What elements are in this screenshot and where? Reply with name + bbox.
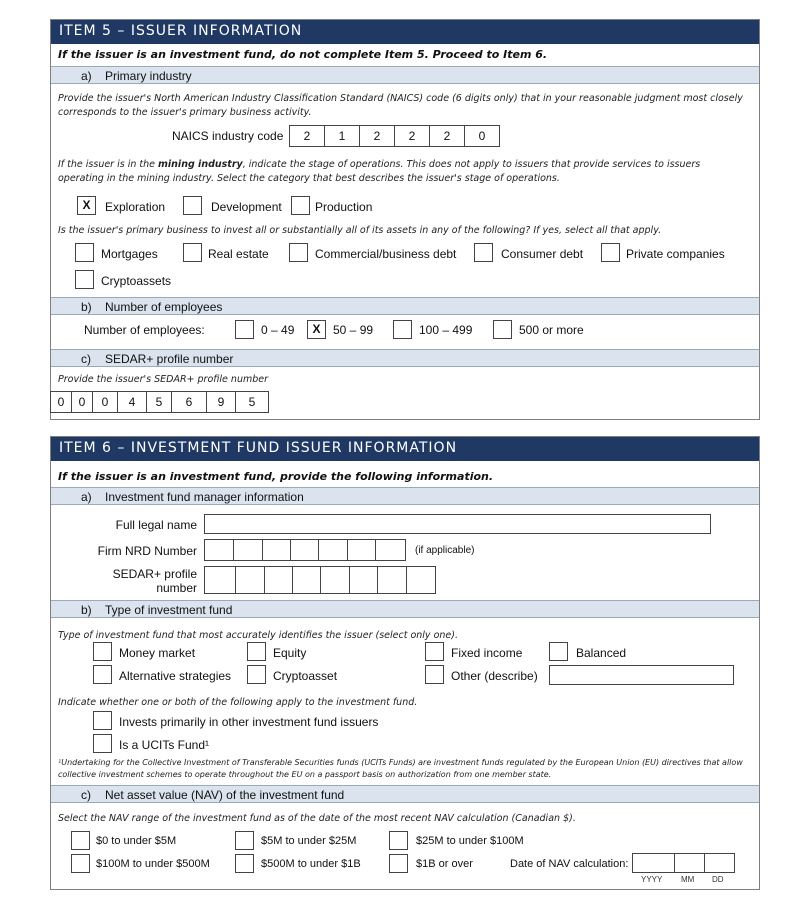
ucits-fund-label: Is a UCITs Fund¹ (119, 738, 210, 752)
naics-note: Provide the issuer's North American Industry Classification Standard (NAICS) code (6 digits only) that in your reasonable judgment most closely corresponds to the issuer's primary business activity. (58, 93, 743, 118)
item6-a-letter: a) (81, 490, 92, 504)
firm-nrd-label: Firm NRD Number (97, 544, 197, 558)
cryptoassets-checkbox[interactable] (75, 270, 94, 289)
mortgages-label: Mortgages (101, 247, 158, 261)
consumer-debt-label: Consumer debt (501, 247, 584, 261)
sedar-digit[interactable]: 6 (171, 391, 207, 413)
cryptoassets-label: Cryptoassets (101, 274, 172, 288)
nav-date-mm: MM (681, 875, 695, 884)
nav-500m-1b-checkbox[interactable] (235, 854, 254, 873)
money-market-label: Money market (119, 646, 196, 660)
sedar-digit[interactable]: 5 (146, 391, 172, 413)
other-describe-input[interactable] (549, 665, 734, 685)
item5-b-bar (51, 297, 759, 315)
item6-b-title: Type of investment fund (105, 603, 233, 617)
nav-date-label: Date of NAV calculation: (510, 858, 629, 870)
nav-date-year-input[interactable] (632, 853, 675, 873)
full-legal-name-input[interactable] (204, 514, 711, 534)
nav-25m-100m-label: $25M to under $100M (416, 835, 524, 847)
sedar-digit[interactable]: 4 (117, 391, 147, 413)
firm-nrd-cell[interactable] (233, 539, 263, 561)
production-label: Production (315, 200, 373, 214)
sedar-profile-cell[interactable] (204, 566, 236, 594)
item6-header: ITEM 6 – INVESTMENT FUND ISSUER INFORMATION (51, 437, 759, 461)
sedar-profile-label-line2: number (156, 581, 197, 595)
assets-note: Is the issuer's primary business to invest all or substantially all of its assets in any of the following? If yes, select all that apply. (58, 225, 662, 236)
employees-100-499-checkbox[interactable] (393, 320, 412, 339)
nav-500m-1b-label: $500M to under $1B (261, 858, 361, 870)
sedar-digit[interactable]: 0 (71, 391, 93, 413)
sedar-profile-cell[interactable] (235, 566, 265, 594)
employees-50-99-label: 50 – 99 (333, 323, 374, 337)
nav-100m-500m-label: $100M to under $500M (96, 858, 210, 870)
firm-nrd-cell[interactable] (262, 539, 291, 561)
mining-note-bold: mining industry (158, 159, 243, 170)
firm-nrd-cell[interactable] (290, 539, 319, 561)
item6-b-bar (51, 600, 759, 618)
fixed-income-checkbox[interactable] (425, 642, 444, 661)
item6-a-title: Investment fund manager information (105, 490, 304, 504)
employees-0-49-checkbox[interactable] (235, 320, 254, 339)
firm-nrd-cell[interactable] (375, 539, 406, 561)
mining-note-post: , indicate the stage of operations. This does not apply to issuers that provide services to issuers operating in the mining industry. Select the category that best describes the issuer's stage of operations. (58, 159, 701, 184)
firm-nrd-cell[interactable] (347, 539, 376, 561)
sedar-profile-cell[interactable] (264, 566, 293, 594)
sedar-profile-cell[interactable] (377, 566, 407, 594)
firm-nrd-cell[interactable] (204, 539, 234, 561)
equity-label: Equity (273, 646, 307, 660)
item5-c-title: SEDAR+ profile number (105, 352, 234, 366)
nav-date-month-input[interactable] (674, 853, 705, 873)
employees-50-99-checkbox[interactable]: X (307, 320, 326, 339)
private-companies-checkbox[interactable] (601, 243, 620, 262)
sedar-profile-cell[interactable] (349, 566, 378, 594)
sedar-profile-label-line1: SEDAR+ profile (112, 567, 197, 581)
naics-digit[interactable]: 1 (324, 125, 360, 147)
naics-digit[interactable]: 0 (464, 125, 500, 147)
other-label: Other (describe) (451, 669, 538, 683)
sedar-profile-boxes[interactable] (204, 566, 436, 594)
ucits-fund-checkbox[interactable] (93, 734, 112, 753)
item6-c-letter: c) (81, 788, 91, 802)
sedar-profile-cell[interactable] (320, 566, 350, 594)
nav-date-boxes[interactable] (632, 853, 735, 873)
item5-c-bar (51, 349, 759, 367)
naics-label: NAICS industry code (172, 129, 284, 143)
naics-digit[interactable]: 2 (359, 125, 395, 147)
cryptoasset-label: Cryptoasset (273, 669, 338, 683)
item5-a-bar (51, 66, 759, 84)
private-companies-label: Private companies (626, 247, 725, 261)
employees-500-plus-checkbox[interactable] (493, 320, 512, 339)
cryptoasset-checkbox[interactable] (247, 665, 266, 684)
nav-date-day-input[interactable] (704, 853, 735, 873)
development-label: Development (211, 200, 282, 214)
nav-0-5m-label: $0 to under $5M (96, 835, 177, 847)
development-checkbox[interactable] (183, 196, 202, 215)
employees-100-499-label: 100 – 499 (419, 323, 473, 337)
item5-section (50, 19, 760, 420)
employees-500-plus-label: 500 or more (519, 323, 584, 337)
nav-25m-100m-checkbox[interactable] (389, 831, 408, 850)
fund-type-note: Type of investment fund that most accurately identifies the issuer (select only one). (58, 630, 458, 641)
nav-date-yyyy: YYYY (641, 875, 663, 884)
sedar-note: Provide the issuer's SEDAR+ profile number (58, 374, 268, 385)
employees-label: Number of employees: (84, 323, 205, 337)
mortgages-checkbox[interactable] (75, 243, 94, 262)
invests-in-funds-checkbox[interactable] (93, 711, 112, 730)
item5-a-letter: a) (81, 69, 92, 83)
nav-0-5m-checkbox[interactable] (71, 831, 90, 850)
consumer-debt-checkbox[interactable] (474, 243, 493, 262)
sedar-digit[interactable]: 0 (50, 391, 72, 413)
alternative-strategies-checkbox[interactable] (93, 665, 112, 684)
real-estate-checkbox[interactable] (183, 243, 202, 262)
nav-date-dd: DD (712, 875, 724, 884)
sedar-profile-cell[interactable] (292, 566, 321, 594)
production-checkbox[interactable] (291, 196, 310, 215)
employees-0-49-label: 0 – 49 (261, 323, 295, 337)
naics-digit[interactable]: 2 (429, 125, 465, 147)
item5-header: ITEM 5 – ISSUER INFORMATION (51, 20, 759, 44)
invests-in-funds-label: Invests primarily in other investment fund issuers (119, 715, 379, 729)
nav-1b-plus-label: $1B or over (416, 858, 473, 870)
nav-100m-500m-checkbox[interactable] (71, 854, 90, 873)
balanced-label: Balanced (576, 646, 627, 660)
ucits-footnote: ¹Undertaking for the Collective Investment of Transferable Securities funds (UCITs Funds) are investment funds regulated by the European Union (EU) directives that allow collective investment schemes to operate throughout the EU on a passport basis on authorization from one member state. (58, 758, 743, 779)
naics-digit[interactable]: 2 (289, 125, 325, 147)
item5-c-letter: c) (81, 352, 91, 366)
item6-b-letter: b) (81, 603, 92, 617)
other-checkbox[interactable] (425, 665, 444, 684)
item5-instruction: If the issuer is an investment fund, do not complete Item 5. Proceed to Item 6. (58, 48, 548, 61)
sedar-profile-cell[interactable] (406, 566, 436, 594)
commercial-debt-checkbox[interactable] (289, 243, 308, 262)
nav-5m-25m-checkbox[interactable] (235, 831, 254, 850)
alternative-strategies-label: Alternative strategies (119, 669, 232, 683)
item6-a-bar (51, 487, 759, 505)
sedar-number-boxes[interactable] (50, 391, 269, 413)
nav-5m-25m-label: $5M to under $25M (261, 835, 357, 847)
item6-c-title: Net asset value (NAV) of the investment fund (105, 788, 345, 802)
apply-note: Indicate whether one or both of the following apply to the investment fund. (58, 697, 418, 708)
commercial-debt-label: Commercial/business debt (315, 247, 457, 261)
balanced-checkbox[interactable] (549, 642, 568, 661)
item6-section (50, 436, 760, 890)
sedar-digit[interactable]: 0 (92, 391, 118, 413)
item5-b-letter: b) (81, 300, 92, 314)
naics-code-boxes[interactable] (289, 125, 500, 147)
item6-c-bar (51, 785, 759, 803)
sedar-profile-label (71, 567, 197, 595)
exploration-checkbox[interactable]: X (77, 196, 96, 215)
fixed-income-label: Fixed income (451, 646, 523, 660)
mining-note (58, 158, 748, 186)
money-market-checkbox[interactable] (93, 642, 112, 661)
sedar-digit[interactable]: 9 (206, 391, 236, 413)
nav-note: Select the NAV range of the investment fund as of the date of the most recent NAV calculation (Canadian $). (58, 813, 576, 824)
full-legal-name-label: Full legal name (115, 518, 197, 532)
firm-nrd-hint: (if applicable) (415, 545, 475, 556)
equity-checkbox[interactable] (247, 642, 266, 661)
mining-note-pre: If the issuer is in the (58, 159, 159, 170)
real-estate-label: Real estate (208, 247, 269, 261)
sedar-digit[interactable]: 5 (235, 391, 269, 413)
item6-instruction: If the issuer is an investment fund, provide the following information. (58, 470, 494, 483)
item5-b-title: Number of employees (105, 300, 223, 314)
firm-nrd-cell[interactable] (318, 539, 348, 561)
firm-nrd-boxes[interactable] (204, 539, 406, 561)
exploration-label: Exploration (105, 200, 166, 214)
naics-digit[interactable]: 2 (394, 125, 430, 147)
item5-a-title: Primary industry (105, 69, 192, 83)
nav-1b-plus-checkbox[interactable] (389, 854, 408, 873)
